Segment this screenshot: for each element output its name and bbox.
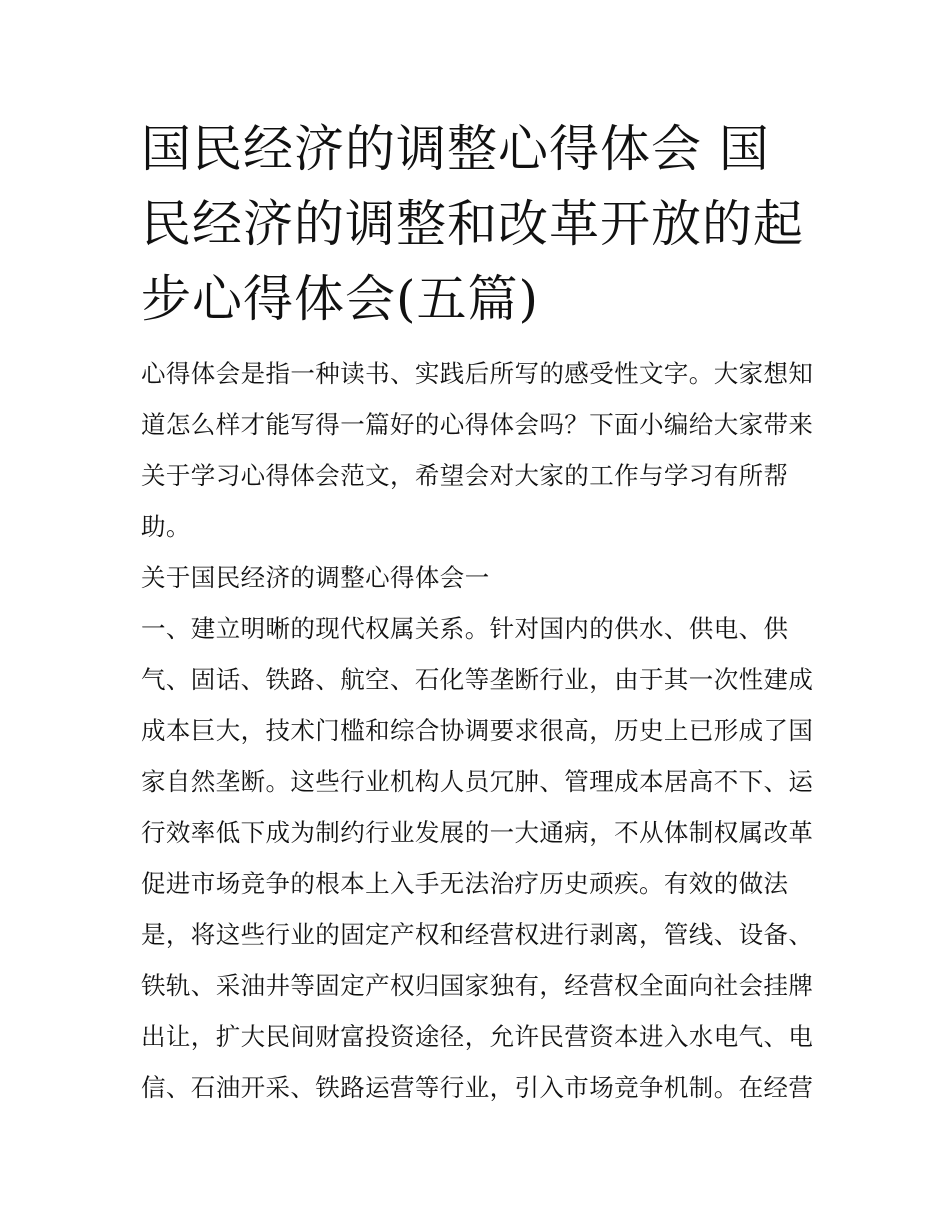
intro-paragraph: 心得体会是指一种读书、实践后所写的感受性文字。大家想知道怎么样才能写得一篇好的心得体会吗？下面小编给大家带来关于学习心得体会范文，希望会对大家的工作与学习有所帮助。 [141, 359, 814, 541]
section-heading: 关于国民经济的调整心得体会一 [141, 563, 490, 592]
section-body-paragraph: 一、建立明晰的现代权属关系。针对国内的供水、供电、供气、固话、铁路、航空、石化等垄断行业，由于其一次性建成成本巨大，技术门槛和综合协调要求很高，历史上已形成了国家自然垄断。这些行业机构人员冗肿、管理成本居高不下、运行效率低下成为制约行业发展的一大通病，不从体制权属改革促进市场竞争的根本上入手无法治疗历史顽疾。有效的做法是，将这些行业的固定产权和经营权进行剥离，管线、设备、铁轨、采油井等固定产权归国家独有，经营权全面向社会挂牌出让，扩大民间财富投资途径，允许民营资本进入水电气、电信、石油开采、铁路运营等行业，引入市场竞争机制。在经营 [141, 614, 814, 1102]
document-title: 国民经济的调整心得体会 国民经济的调整和改革开放的起步心得体会(五篇) [141, 120, 804, 328]
document-content [141, 112, 817, 1113]
